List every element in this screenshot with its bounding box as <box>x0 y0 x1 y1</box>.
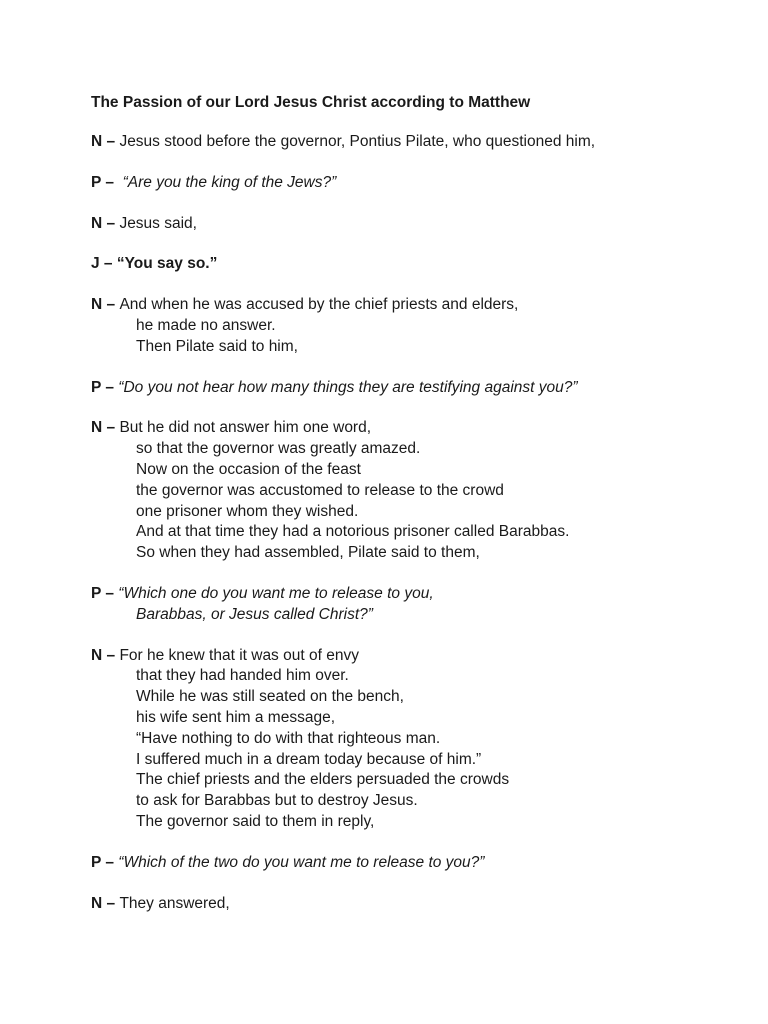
speaker-dash: – <box>101 584 119 602</box>
line-text: “Which one do you want me to release to you, <box>118 584 434 602</box>
line-text: so that the governor was greatly amazed. <box>136 440 421 458</box>
line-text: Then Pilate said to him, <box>136 337 298 355</box>
passage-body <box>91 132 751 914</box>
speaker-dash: – <box>102 419 120 437</box>
speaker-dash: – <box>102 894 120 912</box>
speaker-paragraph <box>91 646 751 833</box>
speaker-dash: – <box>101 378 119 396</box>
passage-line <box>91 378 751 399</box>
passage-line <box>91 750 751 771</box>
speaker-paragraph <box>91 894 751 915</box>
speaker-paragraph <box>91 853 751 874</box>
passage-line <box>91 770 751 791</box>
passage-line <box>91 254 751 275</box>
line-text: While he was still seated on the bench, <box>136 688 404 706</box>
passage-line <box>91 812 751 833</box>
line-text: The governor said to them in reply, <box>136 812 375 830</box>
line-text: to ask for Barabbas but to destroy Jesus. <box>136 792 418 810</box>
speaker-label: N <box>91 646 103 664</box>
speaker-label: P <box>91 378 102 396</box>
passage-line <box>91 481 751 502</box>
speaker-paragraph <box>91 132 751 153</box>
speaker-label: P <box>91 584 102 602</box>
speaker-label: N <box>91 133 103 150</box>
speaker-label: P <box>91 853 102 871</box>
line-text: Now on the occasion of the feast <box>136 460 361 478</box>
passage-line <box>91 687 751 708</box>
speaker-paragraph <box>91 214 751 235</box>
passage-line <box>91 418 751 439</box>
passage-line <box>91 543 751 564</box>
line-text: “Have nothing to do with that righteous man. <box>136 729 441 747</box>
speaker-label: P <box>91 173 102 191</box>
speaker-label: J <box>91 255 100 273</box>
line-text: Jesus said, <box>119 214 197 232</box>
line-text: “Which of the two do you want me to release to you?” <box>118 853 485 871</box>
line-text: But he did not answer him one word, <box>119 419 372 437</box>
passage-line <box>91 316 751 337</box>
line-text: And when he was accused by the chief priests and elders, <box>119 296 519 314</box>
speaker-dash: – <box>99 255 117 273</box>
passage-line <box>91 584 751 605</box>
line-text: “You say so.” <box>116 255 218 273</box>
speaker-dash: – <box>102 296 120 314</box>
speaker-paragraph <box>91 584 751 626</box>
speaker-paragraph <box>91 254 751 275</box>
line-text: “Do you not hear how many things they are testifying against you?” <box>118 378 578 396</box>
passage-line <box>91 894 751 915</box>
passage-line <box>91 853 751 874</box>
speaker-label: N <box>91 894 103 912</box>
line-text: I suffered much in a dream today because of him.” <box>136 750 482 768</box>
line-text: Barabbas, or Jesus called Christ?” <box>136 605 373 623</box>
speaker-dash: – <box>101 173 119 191</box>
line-text: They answered, <box>119 894 230 912</box>
passage-line <box>91 708 751 729</box>
passage-line <box>91 791 751 812</box>
passage-line <box>91 729 751 750</box>
passage-line <box>91 173 751 194</box>
passage-line <box>91 460 751 481</box>
passage-line <box>91 646 751 667</box>
line-text: the governor was accustomed to release to the crowd <box>136 481 504 499</box>
document-title: The Passion of our Lord Jesus Christ according to Matthew <box>91 94 531 111</box>
line-text: The chief priests and the elders persuaded the crowds <box>136 771 510 789</box>
speaker-dash: – <box>101 853 119 871</box>
passage-line <box>91 522 751 543</box>
document-page <box>91 93 751 934</box>
passage-line <box>91 337 751 358</box>
speaker-label: N <box>91 214 103 232</box>
speaker-label: N <box>91 296 103 314</box>
speaker-paragraph <box>91 378 751 399</box>
passage-line <box>91 295 751 316</box>
speaker-paragraph <box>91 295 751 357</box>
speaker-dash: – <box>102 214 120 232</box>
passage-line <box>91 214 751 235</box>
passage-line <box>91 502 751 523</box>
speaker-dash: – <box>102 646 120 664</box>
passage-line <box>91 605 751 626</box>
line-text: Jesus stood before the governor, Pontius Pilate, who questioned him, <box>119 133 596 150</box>
speaker-dash: – <box>102 133 120 150</box>
line-text: he made no answer. <box>136 316 276 334</box>
speaker-label: N <box>91 419 103 437</box>
line-text: one prisoner whom they wished. <box>136 502 359 520</box>
passage-line <box>91 439 751 460</box>
line-text: And at that time they had a notorious prisoner called Barabbas. <box>136 523 570 541</box>
line-text: his wife sent him a message, <box>136 708 336 726</box>
line-text: For he knew that it was out of envy <box>119 646 359 664</box>
passage-line <box>91 132 751 153</box>
speaker-paragraph <box>91 173 751 194</box>
line-text: So when they had assembled, Pilate said to them, <box>136 544 480 562</box>
line-text: that they had handed him over. <box>136 667 349 685</box>
speaker-paragraph <box>91 418 751 564</box>
line-text: “Are you the king of the Jews?” <box>118 173 337 191</box>
passage-line <box>91 666 751 687</box>
